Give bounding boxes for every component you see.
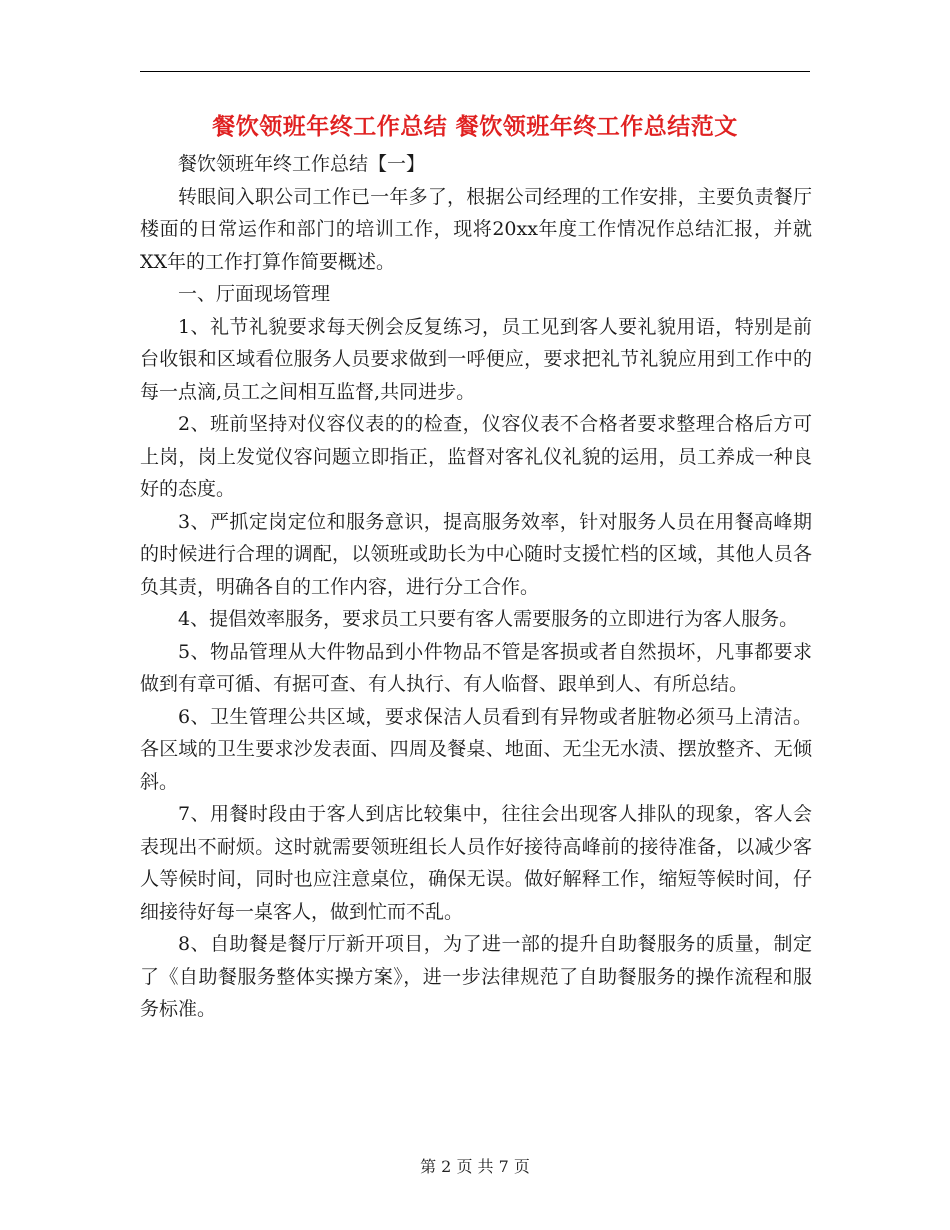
page-number: 第 2 页 共 7 页 [420,1157,530,1176]
paragraph-item-1: 1、礼节礼貌要求每天例会反复练习，员工见到客人要礼貌用语，特别是前台收银和区域看位服务人员要求做到一呼便应，要求把礼节礼貌应用到工作中的每一点滴,员工之间相互监督,共同进步。 [140,315,812,403]
paragraph-item-8: 8、自助餐是餐厅厅新开项目，为了进一部的提升自助餐服务的质量，制定了《自助餐服务整体实操方案》，进一步法律规范了自助餐服务的操作流程和服务标准。 [140,933,812,1020]
document-title: 餐饮领班年终工作总结 餐饮领班年终工作总结范文 [212,113,738,140]
paragraph-item-5: 5、物品管理从大件物品到小件物品不管是客损或者自然损坏，凡事都要求做到有章可循、有据可查、有人执行、有人临督、跟单到人、有所总结。 [140,640,812,695]
subsection-heading: 一、厅面现场管理 [178,283,331,305]
paragraph-item-3: 3、严抓定岗定位和服务意识，提高服务效率，针对服务人员在用餐高峰期的时候进行合理的调配，以领班或助长为中心随时支援忙档的区域，其他人员各负其责，明确各自的工作内容，进行分工合作。 [140,510,812,598]
paragraph-item-7: 7、用餐时段由于客人到店比较集中，往往会出现客人排队的现象，客人会表现出不耐烦。这时就需要领班组长人员作好接待高峰前的接待准备，以减少客人等候时间，同时也应注意桌位，确保无误。做好解释工作，缩短等候时间，仔细接待好每一桌客人，做到忙而不乱。 [140,803,812,923]
paragraph-intro: 转眼间入职公司工作已一年多了，根据公司经理的工作安排，主要负责餐厅楼面的日常运作和部门的培训工作，现将20xx年度工作情况作总结汇报，并就XX年的工作打算作简要概述。 [140,185,812,273]
header-rule [140,71,810,72]
document-body [140,148,812,1026]
paragraph-item-6: 6、卫生管理公共区域，要求保洁人员看到有异物或者脏物必须马上清洁。各区域的卫生要求沙发表面、四周及餐桌、地面、无尘无水渍、摆放整齐、无倾斜。 [140,705,812,793]
paragraph-item-2: 2、班前坚持对仪容仪表的的检查，仪容仪表不合格者要求整理合格后方可上岗，岗上发觉仪容问题立即指正，监督对客礼仪礼貌的运用，员工养成一种良好的态度。 [140,413,812,500]
paragraph-item-4: 4、提倡效率服务，要求员工只要有客人需要服务的立即进行为客人服务。 [178,608,799,630]
section-heading: 餐饮领班年终工作总结【一】 [178,153,426,175]
